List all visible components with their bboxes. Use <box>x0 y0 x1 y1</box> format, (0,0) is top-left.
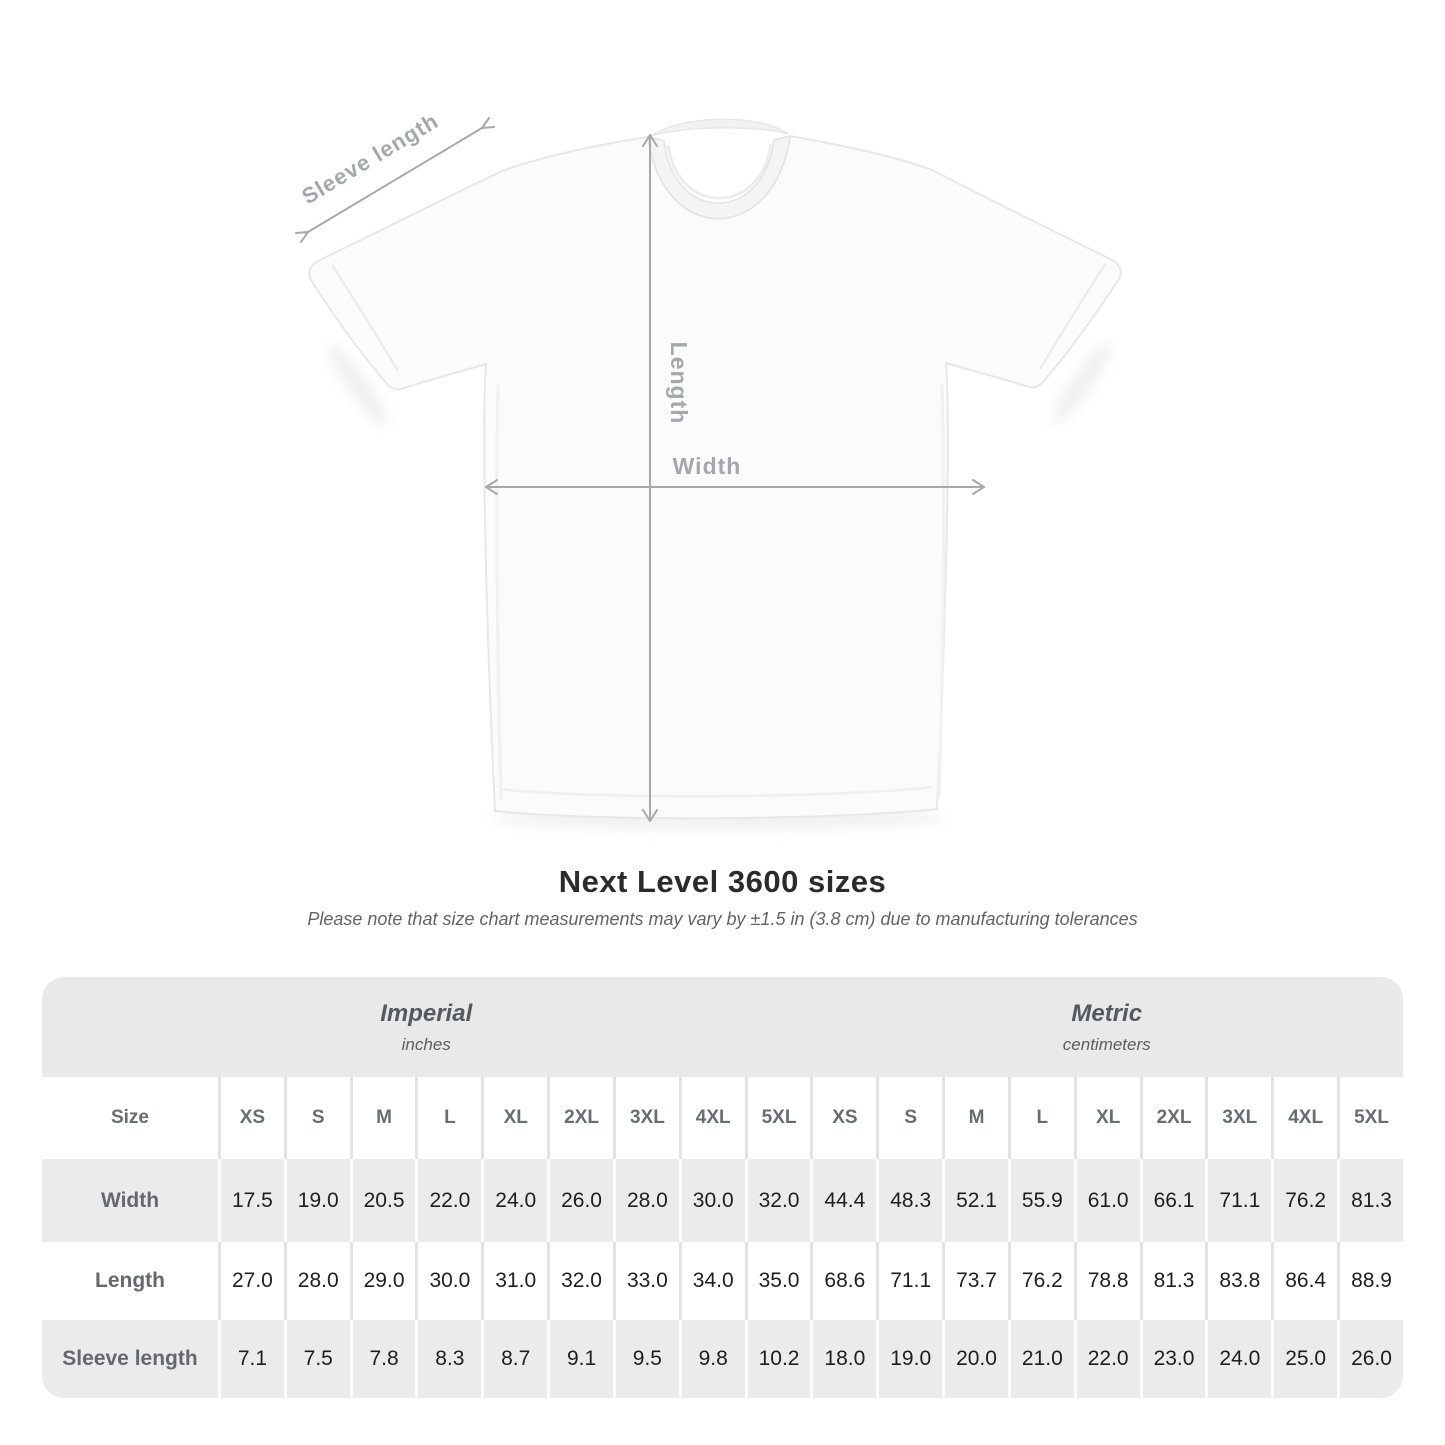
value-cell: 78.8 <box>1074 1242 1140 1320</box>
size-col-header: L <box>1008 1077 1074 1159</box>
value-cell: 22.0 <box>415 1159 481 1242</box>
value-cell: 86.4 <box>1271 1242 1337 1320</box>
size-col-header: S <box>876 1077 942 1159</box>
size-col-header: M <box>942 1077 1008 1159</box>
value-cell: 26.0 <box>1337 1320 1403 1398</box>
size-col-header: 5XL <box>745 1077 811 1159</box>
value-cell: 7.1 <box>218 1320 284 1398</box>
size-col-header: 4XL <box>679 1077 745 1159</box>
value-cell: 23.0 <box>1140 1320 1206 1398</box>
imperial-unit: inches <box>401 1034 451 1054</box>
value-cell: 71.1 <box>876 1242 942 1320</box>
size-col-header: XS <box>218 1077 284 1159</box>
value-cell: 33.0 <box>613 1242 679 1320</box>
value-cell: 17.5 <box>218 1159 284 1242</box>
size-col-header: L <box>415 1077 481 1159</box>
value-cell: 32.0 <box>547 1242 613 1320</box>
size-col-header: XS <box>810 1077 876 1159</box>
value-cell: 20.0 <box>942 1320 1008 1398</box>
value-cell: 9.5 <box>613 1320 679 1398</box>
value-cell: 61.0 <box>1074 1159 1140 1242</box>
value-cell: 21.0 <box>1008 1320 1074 1398</box>
imperial-band <box>42 977 810 1077</box>
size-col-header: M <box>350 1077 416 1159</box>
length-row <box>42 1242 1403 1320</box>
row-label: Length <box>42 1242 218 1320</box>
value-cell: 22.0 <box>1074 1320 1140 1398</box>
value-cell: 27.0 <box>218 1242 284 1320</box>
value-cell: 30.0 <box>679 1159 745 1242</box>
value-cell: 88.9 <box>1337 1242 1403 1320</box>
value-cell: 8.3 <box>415 1320 481 1398</box>
size-col-header: 5XL <box>1337 1077 1403 1159</box>
length-label: Length <box>666 341 692 425</box>
size-col-header: 3XL <box>1205 1077 1271 1159</box>
value-cell: 68.6 <box>810 1242 876 1320</box>
value-cell: 19.0 <box>876 1320 942 1398</box>
page-subtitle: Please note that size chart measurements may vary by ±1.5 in (3.8 cm) due to manufacturing tolerances <box>307 909 1138 929</box>
sleeve-length-row <box>42 1320 1403 1398</box>
value-cell: 24.0 <box>1205 1320 1271 1398</box>
size-col-header: S <box>284 1077 350 1159</box>
value-cell: 24.0 <box>481 1159 547 1242</box>
value-cell: 76.2 <box>1008 1242 1074 1320</box>
size-table <box>42 977 1403 1398</box>
page-title: Next Level 3600 sizes <box>558 864 887 899</box>
width-row <box>42 1159 1403 1242</box>
size-col-header: 4XL <box>1271 1077 1337 1159</box>
value-cell: 7.5 <box>284 1320 350 1398</box>
unit-band-row <box>42 977 1403 1077</box>
value-cell: 19.0 <box>284 1159 350 1242</box>
value-cell: 18.0 <box>810 1320 876 1398</box>
metric-band <box>810 977 1403 1077</box>
value-cell: 7.8 <box>350 1320 416 1398</box>
value-cell: 83.8 <box>1205 1242 1271 1320</box>
size-header-row <box>42 1077 1403 1159</box>
size-col-header: 3XL <box>613 1077 679 1159</box>
value-cell: 34.0 <box>679 1242 745 1320</box>
value-cell: 81.3 <box>1140 1242 1206 1320</box>
value-cell: 9.1 <box>547 1320 613 1398</box>
value-cell: 35.0 <box>745 1242 811 1320</box>
value-cell: 31.0 <box>481 1242 547 1320</box>
metric-unit: centimeters <box>1062 1034 1151 1054</box>
value-cell: 76.2 <box>1271 1159 1337 1242</box>
value-cell: 28.0 <box>284 1242 350 1320</box>
value-cell: 10.2 <box>745 1320 811 1398</box>
value-cell: 73.7 <box>942 1242 1008 1320</box>
value-cell: 9.8 <box>679 1320 745 1398</box>
size-col-header: XL <box>1074 1077 1140 1159</box>
value-cell: 30.0 <box>415 1242 481 1320</box>
value-cell: 52.1 <box>942 1159 1008 1242</box>
value-cell: 20.5 <box>350 1159 416 1242</box>
value-cell: 26.0 <box>547 1159 613 1242</box>
value-cell: 29.0 <box>350 1242 416 1320</box>
imperial-label: Imperial <box>380 999 473 1027</box>
value-cell: 44.4 <box>810 1159 876 1242</box>
value-cell: 28.0 <box>613 1159 679 1242</box>
value-cell: 71.1 <box>1205 1159 1271 1242</box>
value-cell: 55.9 <box>1008 1159 1074 1242</box>
size-col-header: XL <box>481 1077 547 1159</box>
size-col-header: 2XL <box>1140 1077 1206 1159</box>
tshirt-diagram <box>270 85 1170 865</box>
size-column-header: Size <box>42 1077 218 1159</box>
value-cell: 48.3 <box>876 1159 942 1242</box>
metric-label: Metric <box>1071 999 1143 1027</box>
width-label: Width <box>672 453 742 479</box>
sleeve-length-label: Sleeve length <box>297 107 443 210</box>
value-cell: 8.7 <box>481 1320 547 1398</box>
row-label: Sleeve length <box>42 1320 218 1398</box>
value-cell: 81.3 <box>1337 1159 1403 1242</box>
value-cell: 66.1 <box>1140 1159 1206 1242</box>
value-cell: 32.0 <box>745 1159 811 1242</box>
row-label: Width <box>42 1159 218 1242</box>
size-col-header: 2XL <box>547 1077 613 1159</box>
value-cell: 25.0 <box>1271 1320 1337 1398</box>
